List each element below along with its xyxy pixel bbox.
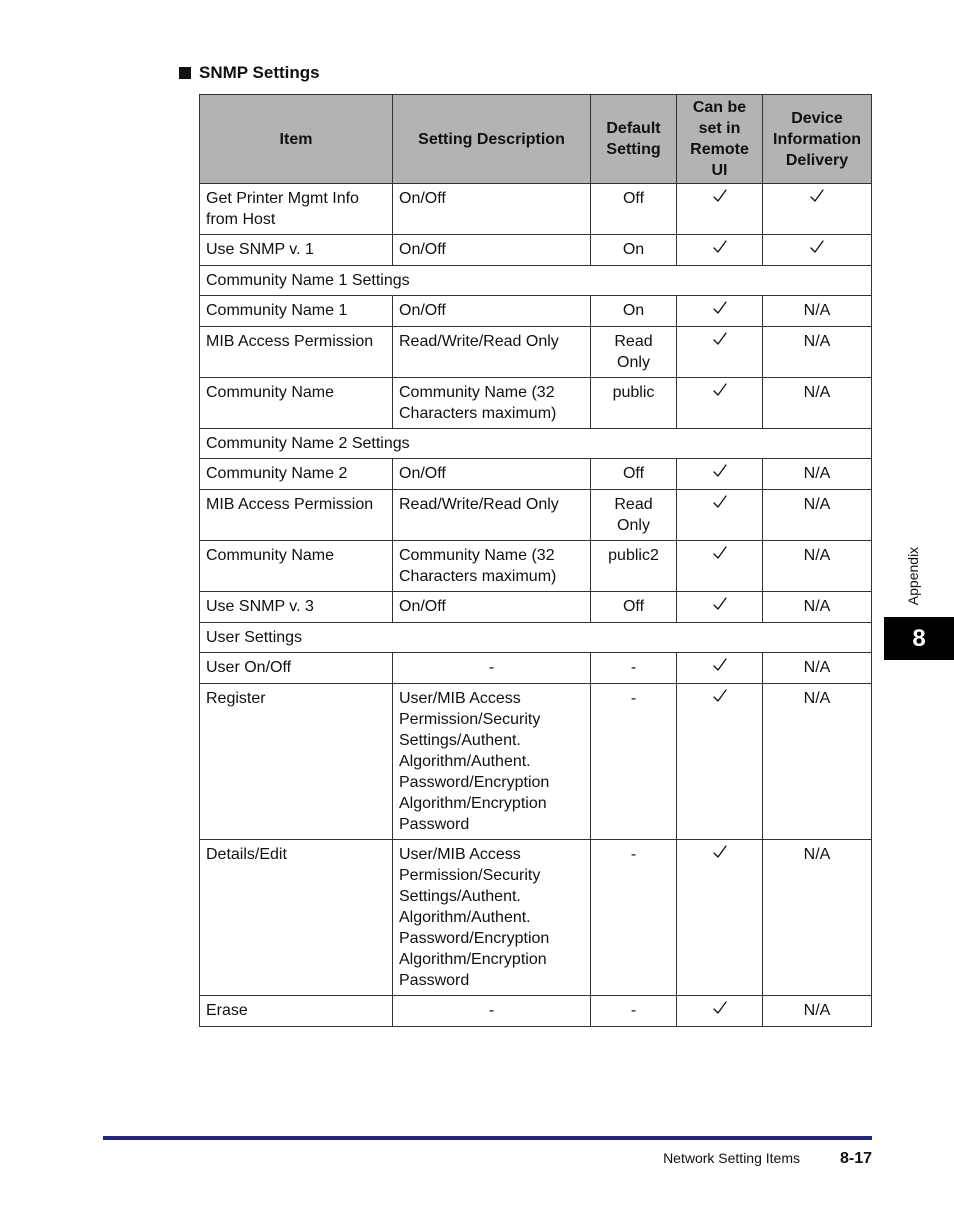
cell-delivery: N/A: [763, 459, 872, 490]
table-header-row: [200, 95, 872, 184]
cell-description: User/MIB Access Permission/Security Settings/Authent. Algorithm/Authent. Password/Encryption Algorithm/Encryption Password: [393, 840, 591, 996]
cell-description: -: [393, 996, 591, 1027]
cell-remote-ui: [677, 541, 763, 592]
cell-item: Register: [200, 684, 393, 840]
header-device-info-delivery: Device Information Delivery: [763, 95, 872, 184]
cell-delivery: N/A: [763, 378, 872, 429]
group-label: User Settings: [200, 623, 872, 653]
cell-delivery: N/A: [763, 840, 872, 996]
cell-description: On/Off: [393, 235, 591, 266]
cell-description: -: [393, 653, 591, 684]
section-title: [179, 63, 320, 83]
cell-delivery: N/A: [763, 653, 872, 684]
checkmark-icon: [808, 239, 826, 255]
footer-rule: [103, 1136, 872, 1140]
cell-description: Community Name (32 Characters maximum): [393, 378, 591, 429]
cell-item: Use SNMP v. 3: [200, 592, 393, 623]
checkmark-icon: [711, 382, 729, 398]
cell-default: On: [591, 235, 677, 266]
checkmark-icon: [808, 188, 826, 204]
cell-delivery: N/A: [763, 592, 872, 623]
table-row: [200, 541, 872, 592]
square-bullet-icon: [179, 67, 191, 79]
checkmark-icon: [711, 657, 729, 673]
cell-remote-ui: [677, 840, 763, 996]
cell-item: Community Name 2: [200, 459, 393, 490]
checkmark-icon: [711, 545, 729, 561]
checkmark-icon: [711, 596, 729, 612]
cell-description: Community Name (32 Characters maximum): [393, 541, 591, 592]
checkmark-icon: [711, 239, 729, 255]
table-row: [200, 592, 872, 623]
table-row: [200, 840, 872, 996]
cell-delivery: N/A: [763, 684, 872, 840]
cell-remote-ui: [677, 653, 763, 684]
cell-item: Community Name: [200, 541, 393, 592]
cell-default: public2: [591, 541, 677, 592]
cell-default: -: [591, 653, 677, 684]
cell-remote-ui: [677, 996, 763, 1027]
cell-description: Read/Write/Read Only: [393, 327, 591, 378]
cell-item: Community Name 1: [200, 296, 393, 327]
cell-item: Use SNMP v. 1: [200, 235, 393, 266]
cell-default: Off: [591, 459, 677, 490]
cell-item: Erase: [200, 996, 393, 1027]
cell-item: Get Printer Mgmt Info from Host: [200, 184, 393, 235]
checkmark-icon: [711, 494, 729, 510]
cell-remote-ui: [677, 327, 763, 378]
cell-description: Read/Write/Read Only: [393, 490, 591, 541]
table-group-row: [200, 623, 872, 653]
cell-item: Community Name: [200, 378, 393, 429]
cell-remote-ui: [677, 684, 763, 840]
cell-remote-ui: [677, 378, 763, 429]
checkmark-icon: [711, 300, 729, 316]
cell-default: Read Only: [591, 490, 677, 541]
table-row: [200, 684, 872, 840]
cell-default: Read Only: [591, 327, 677, 378]
table-row: [200, 490, 872, 541]
cell-remote-ui: [677, 592, 763, 623]
cell-description: On/Off: [393, 184, 591, 235]
cell-item: MIB Access Permission: [200, 327, 393, 378]
table-row: [200, 378, 872, 429]
cell-delivery: N/A: [763, 996, 872, 1027]
group-label: Community Name 1 Settings: [200, 266, 872, 296]
cell-default: -: [591, 684, 677, 840]
table-row: [200, 459, 872, 490]
table-row: [200, 235, 872, 266]
cell-delivery: N/A: [763, 541, 872, 592]
cell-description: On/Off: [393, 459, 591, 490]
checkmark-icon: [711, 844, 729, 860]
table-row: [200, 184, 872, 235]
table-row: [200, 327, 872, 378]
table-group-row: [200, 266, 872, 296]
cell-default: Off: [591, 184, 677, 235]
checkmark-icon: [711, 331, 729, 347]
table-row: [200, 653, 872, 684]
header-item: Item: [200, 95, 393, 184]
cell-delivery: N/A: [763, 490, 872, 541]
side-label-text: Appendix: [905, 546, 922, 606]
section-title-text: SNMP Settings: [199, 63, 320, 82]
header-remote-ui: Can be set in Remote UI: [677, 95, 763, 184]
table-body: [200, 184, 872, 1027]
cell-default: public: [591, 378, 677, 429]
header-setting-description: Setting Description: [393, 95, 591, 184]
cell-default: On: [591, 296, 677, 327]
footer-page-number: 8-17: [839, 1150, 872, 1167]
cell-default: -: [591, 996, 677, 1027]
cell-item: Details/Edit: [200, 840, 393, 996]
cell-delivery: [763, 184, 872, 235]
checkmark-icon: [711, 1000, 729, 1016]
cell-description: On/Off: [393, 296, 591, 327]
cell-delivery: N/A: [763, 327, 872, 378]
side-label: [898, 540, 928, 612]
checkmark-icon: [711, 188, 729, 204]
table-row: [200, 996, 872, 1027]
cell-delivery: [763, 235, 872, 266]
cell-delivery: N/A: [763, 296, 872, 327]
cell-description: User/MIB Access Permission/Security Settings/Authent. Algorithm/Authent. Password/Encryption Algorithm/Encryption Password: [393, 684, 591, 840]
cell-item: User On/Off: [200, 653, 393, 684]
table-row: [200, 296, 872, 327]
table-group-row: [200, 429, 872, 459]
checkmark-icon: [711, 688, 729, 704]
cell-item: MIB Access Permission: [200, 490, 393, 541]
cell-description: On/Off: [393, 592, 591, 623]
checkmark-icon: [711, 463, 729, 479]
cell-remote-ui: [677, 235, 763, 266]
header-default-setting: Default Setting: [591, 95, 677, 184]
group-label: Community Name 2 Settings: [200, 429, 872, 459]
footer-title: Network Setting Items: [663, 1150, 800, 1166]
cell-default: Off: [591, 592, 677, 623]
snmp-settings-table: [199, 94, 872, 1027]
cell-remote-ui: [677, 184, 763, 235]
cell-default: -: [591, 840, 677, 996]
cell-remote-ui: [677, 296, 763, 327]
chapter-tab: 8: [884, 617, 954, 660]
cell-remote-ui: [677, 459, 763, 490]
cell-remote-ui: [677, 490, 763, 541]
